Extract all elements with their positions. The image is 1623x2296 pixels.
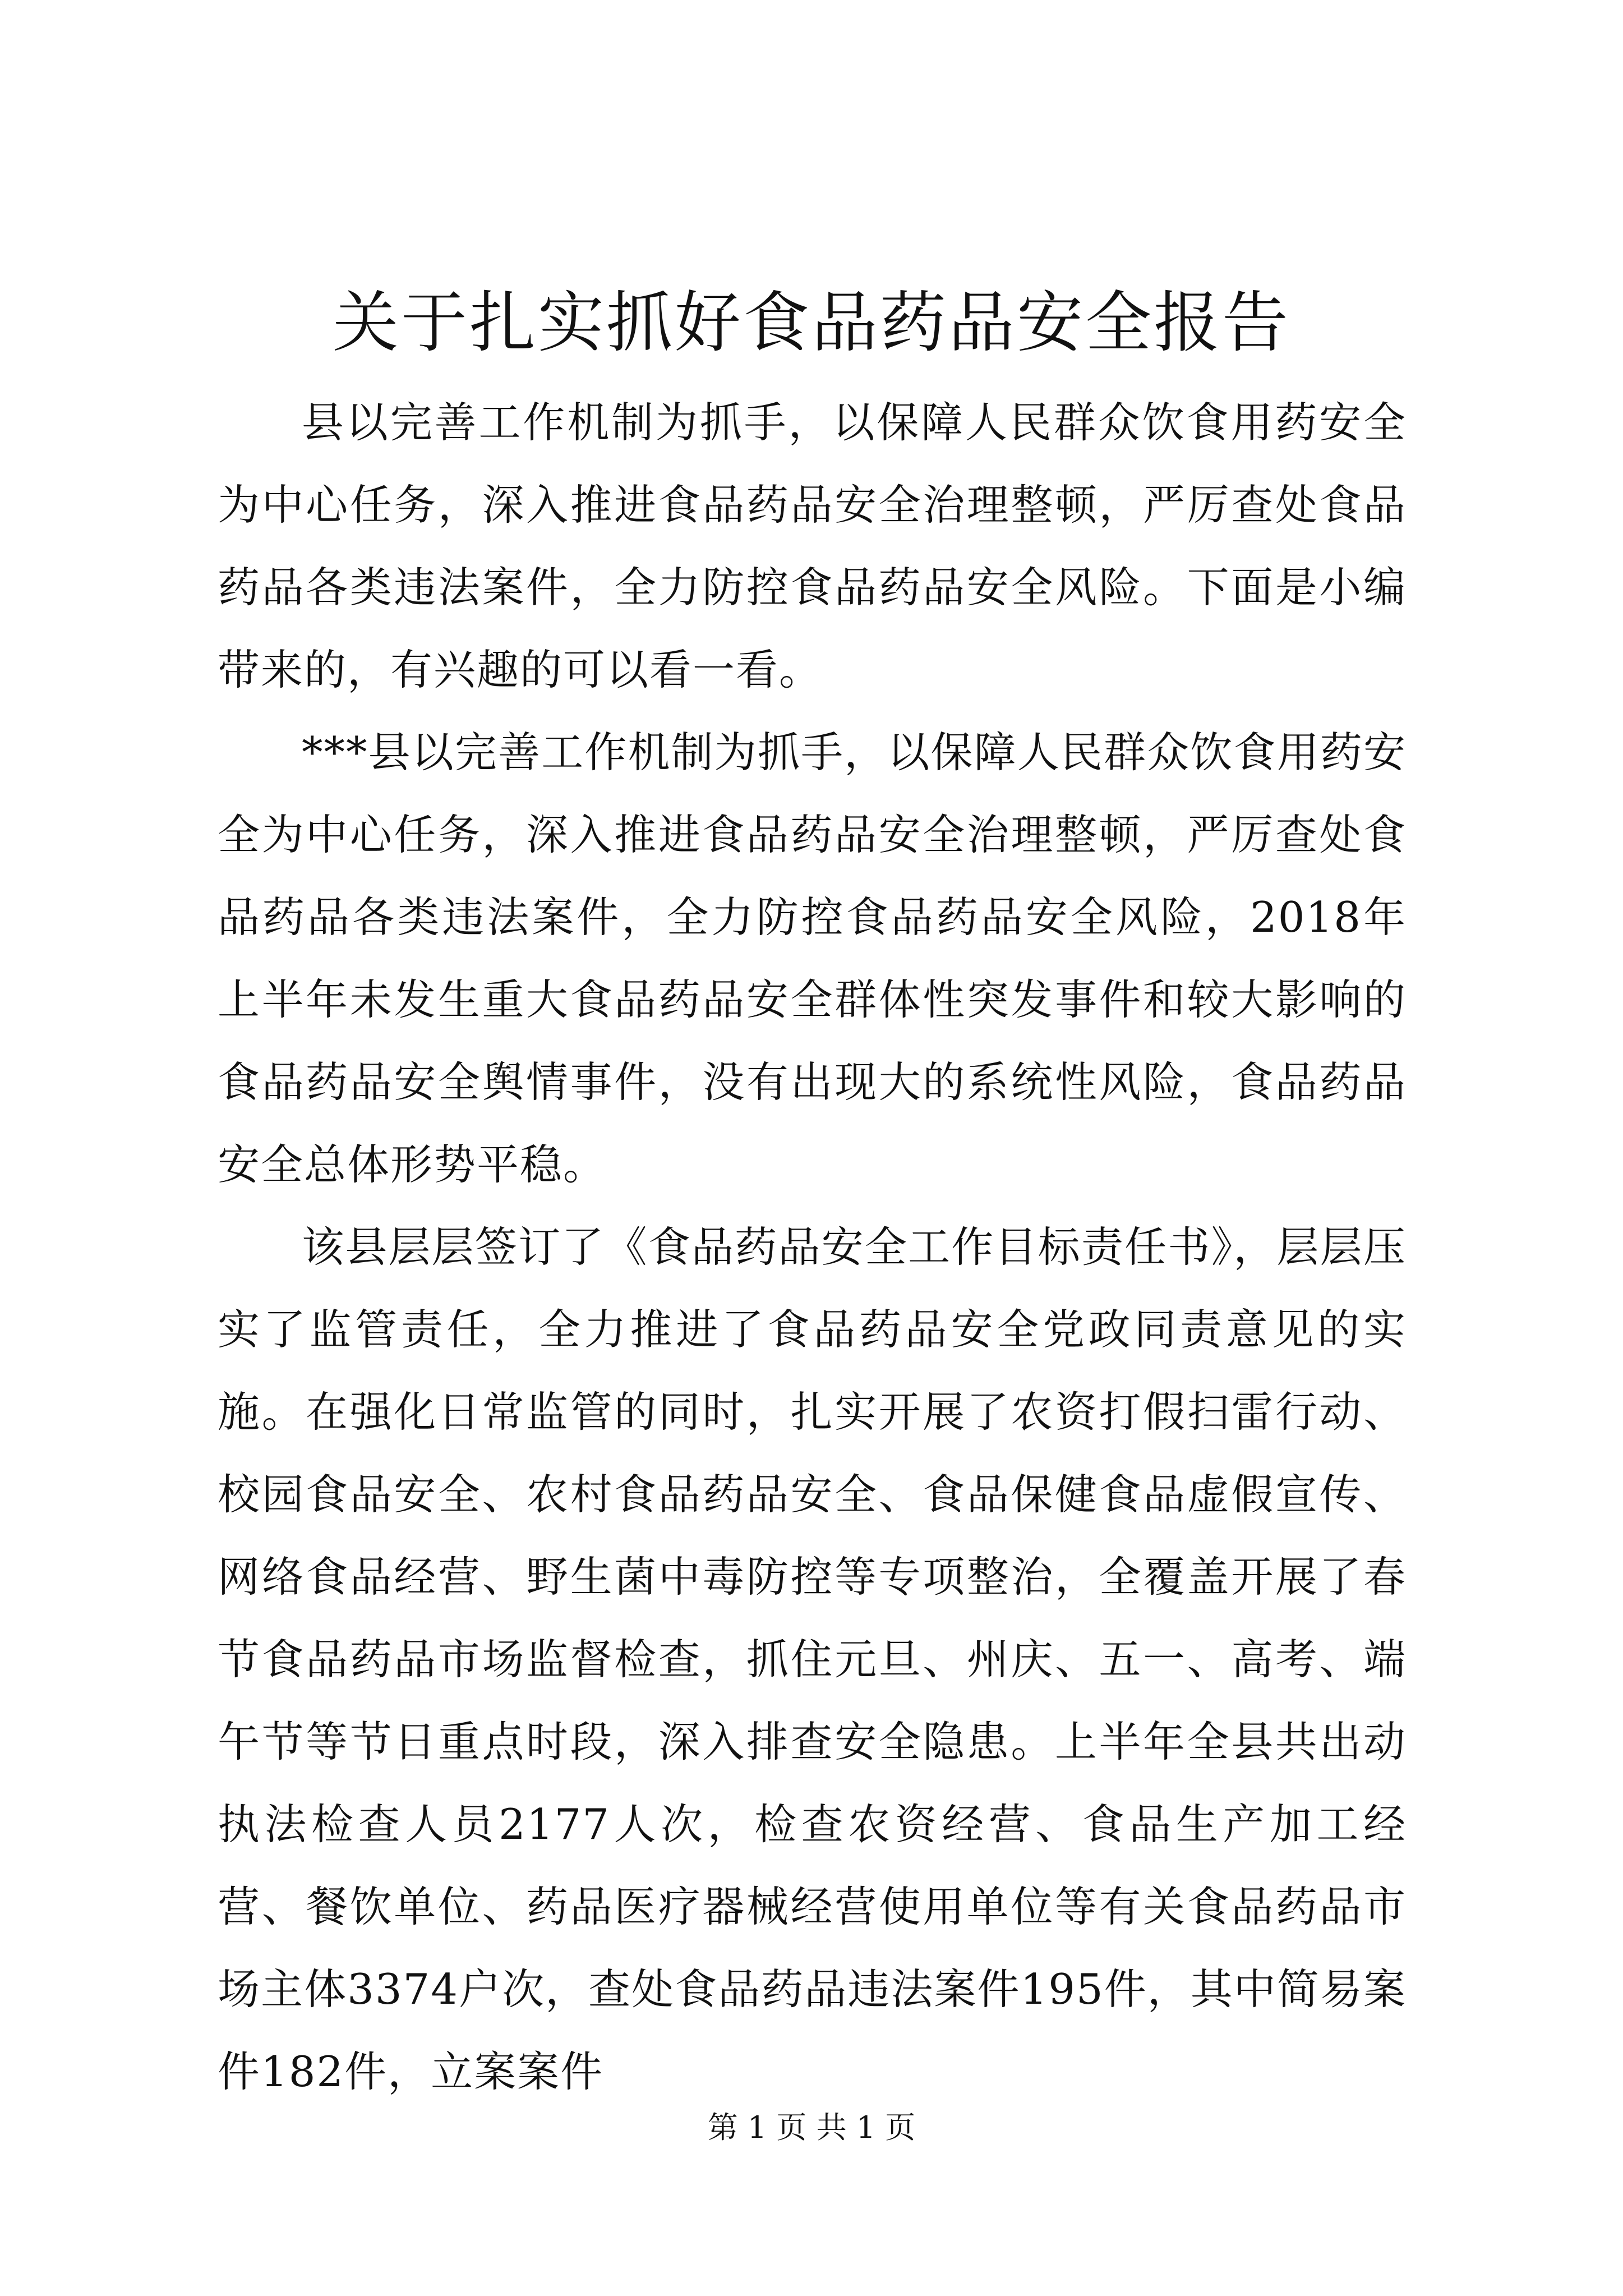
document-title: 关于扎实抓好食品药品安全报告	[332, 284, 1290, 361]
page-footer: 第 1 页 共 1 页	[707, 2110, 916, 2145]
paragraph-measures: 该县层层签订了《食品药品安全工作目标责任书》，层层压实了监管责任，全力推进了食品药品安全党政同责意见的实施。在强化日常监管的同时，扎实开展了农资打假扫雷行动、校园食品安全、农村食品药品安全、食品保健食品虚假宣传、网络食品经营、野生菌中毒防控等专项整治，全覆盖开展了春节食品药品市场监督检查，抓住元旦、州庆、五一、高考、端午节等节日重点时段，深入排查安全隐患。上半年全县共出动执法检查人员2177人次，检查农资经营、食品生产加工经营、餐饮单位、药品医疗器械经营使用单位等有关食品药品市场主体3374户次，查处食品药品违法案件195件，其中简易案件182件，立案案件	[218, 1222, 1407, 2096]
paragraph-overview: ***县以完善工作机制为抓手，以保障人民群众饮食用药安全为中心任务，深入推进食品药品安全治理整顿，严厉查处食品药品各类违法案件，全力防控食品药品安全风险，2018年上半年未发生重大食品药品安全群体性突发事件和较大影响的食品药品安全舆情事件，没有出现大的系统性风险，食品药品安全总体形势平稳。	[218, 728, 1407, 1189]
document-body	[218, 381, 1407, 2113]
paragraph-intro: 县以完善工作机制为抓手，以保障人民群众饮食用药安全为中心任务，深入推进食品药品安全治理整顿，严厉查处食品药品各类违法案件，全力防控食品药品安全风险。下面是小编带来的，有兴趣的可以看一看。	[218, 398, 1407, 694]
